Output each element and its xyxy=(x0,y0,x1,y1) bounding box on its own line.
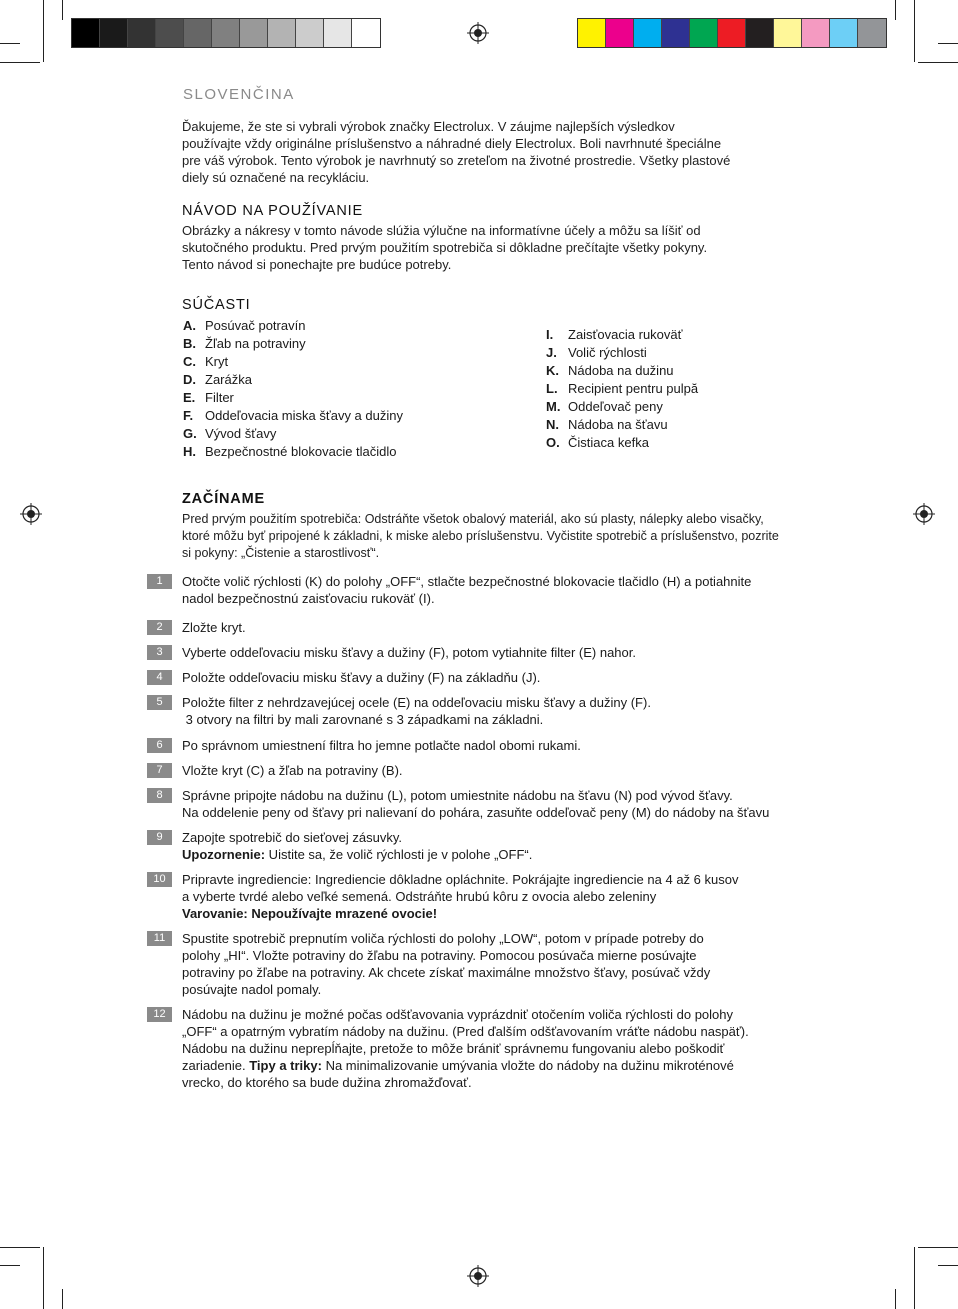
intro-line: pre váš výrobok. Tento výrobok je navrhnutý so zreteľom na životné prostredie. Všetky plastové xyxy=(182,153,731,168)
start-line: si pokyny: „Čistenie a starostlivosť“. xyxy=(182,546,380,560)
intro-paragraph xyxy=(182,118,822,186)
color-swatch xyxy=(578,19,606,47)
crop-mark xyxy=(895,1289,896,1309)
color-swatch xyxy=(156,19,184,47)
part-item: K. Nádoba na dužinu xyxy=(546,363,674,378)
crop-mark xyxy=(938,1265,958,1266)
crop-mark xyxy=(914,1247,915,1309)
part-item: G. Vývod šťavy xyxy=(183,426,277,441)
color-swatch xyxy=(324,19,352,47)
crop-mark xyxy=(895,0,896,20)
step-text: Pripravte ingrediencie: Ingrediencie dôkladne opláchnite. Pokrájajte ingrediencie na 4 až 6 kusov a vyberte tvrdé alebo veľké semená. Odstráňte hrubú kôru z ovocia alebo zeleniny Varovanie: Nepoužívajte mrazené ovocie! xyxy=(182,871,882,922)
crop-mark xyxy=(918,1247,958,1248)
step-text: Spustite spotrebič prepnutím voliča rýchlosti do polohy „LOW“, potom v prípade potreby do polohy „HI“. Vložte potraviny do žľabu na potraviny. Pomocou posúvača mierne posúvajte potraviny po žľabe na potraviny. Ak chcete získať maximálne množstvo šťavy, posúvač vždy posúvajte nadol pomaly. xyxy=(182,931,711,997)
step-number: 3 xyxy=(147,645,172,660)
tips-label: Tipy a triky: xyxy=(249,1058,322,1073)
crop-mark xyxy=(62,0,63,20)
manual-line: Tento návod si ponechajte pre budúce potreby. xyxy=(182,257,452,272)
intro-line: používajte vždy originálne príslušenstvo a náhradné diely Electrolux. Boli navrhnuté špeciálne xyxy=(182,136,722,151)
color-swatch xyxy=(606,19,634,47)
color-swatch xyxy=(296,19,324,47)
grayscale-calibration-bar xyxy=(71,18,381,48)
parts-list-right xyxy=(546,326,698,452)
color-swatch xyxy=(746,19,774,47)
part-item: N. Nádoba na šťavu xyxy=(546,417,668,432)
step-number: 11 xyxy=(147,931,172,946)
color-swatch xyxy=(690,19,718,47)
step-number: 5 xyxy=(147,695,172,710)
step-text: Vložte kryt (C) a žľab na potraviny (B). xyxy=(182,763,403,778)
crop-mark xyxy=(0,1247,40,1248)
crop-mark xyxy=(43,0,44,62)
step-text: Vyberte oddeľovaciu misku šťavy a dužiny (F), potom vytiahnite filter (E) nahor. xyxy=(182,645,636,660)
intro-line: Ďakujeme, že ste si vybrali výrobok značky Electrolux. V záujme najlepších výsledkov xyxy=(182,119,675,134)
registration-mark-icon xyxy=(20,503,42,525)
color-swatch xyxy=(802,19,830,47)
step-number: 8 xyxy=(147,788,172,803)
parts-list-left xyxy=(183,317,403,461)
step-text: Správne pripojte nádobu na dužinu (L), potom umiestnite nádobu na šťavu (N) pod vývod šťavy. Na oddelenie peny od šťavy pri nalievaní do pohára, zasuňte oddeľovač peny (M) do nádoby na šťavu xyxy=(182,788,770,820)
step-number: 10 xyxy=(147,872,172,887)
color-swatch xyxy=(634,19,662,47)
part-item: A. Posúvač potravín xyxy=(183,318,306,333)
parts-heading: SÚČASTI xyxy=(182,297,251,313)
part-item: L. Recipient pentru pulpă xyxy=(546,381,699,396)
color-swatch xyxy=(352,19,380,47)
step-text: Položte filter z nehrdzavejúcej ocele (E) na oddeľovaciu misku šťavy a dužiny (F). 3 otvory na filtri by mali zarovnané s 3 západkami na základni. xyxy=(182,695,651,727)
registration-mark-icon xyxy=(913,503,935,525)
warning-label: Varovanie: Nepoužívajte mrazené ovocie! xyxy=(182,906,438,921)
manual-line: Obrázky a nákresy v tomto návode slúžia výlučne na informatívne účely a môžu sa líšiť od xyxy=(182,223,701,238)
crop-mark xyxy=(62,1289,63,1309)
registration-mark-icon xyxy=(467,1265,489,1287)
intro-line: diely sú označené na recykláciu. xyxy=(182,170,370,185)
step-number: 12 xyxy=(147,1007,172,1022)
part-item: E. Filter xyxy=(183,390,234,405)
start-line: Pred prvým použitím spotrebiča: Odstráňte všetok obalový materiál, ako sú plasty, nálepky alebo visačky, xyxy=(182,512,764,526)
step-number: 6 xyxy=(147,738,172,753)
start-paragraph xyxy=(182,511,862,562)
color-swatch xyxy=(830,19,858,47)
color-swatch xyxy=(72,19,100,47)
step-text: Otočte volič rýchlosti (K) do polohy „OFF“, stlačte bezpečnostné blokovacie tlačidlo (H) a potiahnite nadol bezpečnostnú zaisťovaciu rukoväť (I). xyxy=(182,574,752,606)
crop-mark xyxy=(0,1265,20,1266)
step-text: Zložte kryt. xyxy=(182,620,246,635)
step-number: 7 xyxy=(147,763,172,778)
part-item: H. Bezpečnostné blokovacie tlačidlo xyxy=(183,444,397,459)
step-number: 4 xyxy=(147,670,172,685)
crop-mark xyxy=(914,0,915,62)
step-number: 9 xyxy=(147,830,172,845)
part-item: I. Zaisťovacia rukoväť xyxy=(546,327,683,342)
part-item: D. Zarážka xyxy=(183,372,252,387)
step-text: Zapojte spotrebič do sieťovej zásuvky. Upozornenie: Uistite sa, že volič rýchlosti je v polohe „OFF“. xyxy=(182,830,533,862)
registration-mark-icon xyxy=(467,22,489,44)
crop-mark xyxy=(0,62,40,63)
part-item: B. Žľab na potraviny xyxy=(183,336,306,351)
color-swatch xyxy=(100,19,128,47)
step-text: Nádobu na dužinu je možné počas odšťavovania vyprázdniť otočením voliča rýchlosti do polohy „OFF“ a opatrným vybratím nádoby na dužinu. (Pred ďalším odšťavovaním vráťte nádobu naspäť). Nádobu na dužinu neprepĺňajte, pretože to môže brániť správnemu fungovaniu alebo poškodiť zariadenie. Tipy a triky: Na minimalizovanie umývania vložte do nádoby na dužinu mikroténové vrecko, do ktorého sa bude dužina zhromažďovať. xyxy=(182,1007,749,1090)
crop-mark xyxy=(918,62,958,63)
step-text: Po správnom umiestnení filtra ho jemne potlačte nadol obomi rukami. xyxy=(182,738,581,753)
color-swatch xyxy=(268,19,296,47)
color-swatch xyxy=(184,19,212,47)
color-swatch xyxy=(240,19,268,47)
step-text: Položte oddeľovaciu misku šťavy a dužiny (F) na základňu (J). xyxy=(182,670,541,685)
step-number: 2 xyxy=(147,620,172,635)
color-calibration-bar xyxy=(577,18,887,48)
start-line: ktoré môžu byť pripojené k základni, k miske alebo príslušenstvu. Vyčistite spotrebič a príslušenstvo, pozrite xyxy=(182,529,779,543)
part-item: C. Kryt xyxy=(183,354,229,369)
warning-label: Upozornenie: xyxy=(182,847,266,862)
part-item: M. Oddeľovač peny xyxy=(546,399,663,414)
crop-mark xyxy=(938,43,958,44)
color-swatch xyxy=(858,19,886,47)
color-swatch xyxy=(662,19,690,47)
color-swatch xyxy=(718,19,746,47)
color-swatch xyxy=(212,19,240,47)
crop-mark xyxy=(0,43,20,44)
part-item: J. Volič rýchlosti xyxy=(546,345,647,360)
part-item: F. Oddeľovacia miska šťavy a dužiny xyxy=(183,408,403,423)
part-item: O. Čistiaca kefka xyxy=(546,435,649,450)
step-number: 1 xyxy=(147,574,172,589)
start-heading: ZAČÍNAME xyxy=(182,491,265,507)
color-swatch xyxy=(128,19,156,47)
manual-heading: NÁVOD NA POUŽÍVANIE xyxy=(182,203,363,219)
manual-line: skutočného produktu. Pred prvým použitím spotrebiča si dôkladne prečítajte všetky pokyny. xyxy=(182,240,708,255)
manual-paragraph xyxy=(182,222,822,273)
crop-mark xyxy=(43,1247,44,1309)
color-swatch xyxy=(774,19,802,47)
language-title: SLOVENČINA xyxy=(183,86,295,103)
